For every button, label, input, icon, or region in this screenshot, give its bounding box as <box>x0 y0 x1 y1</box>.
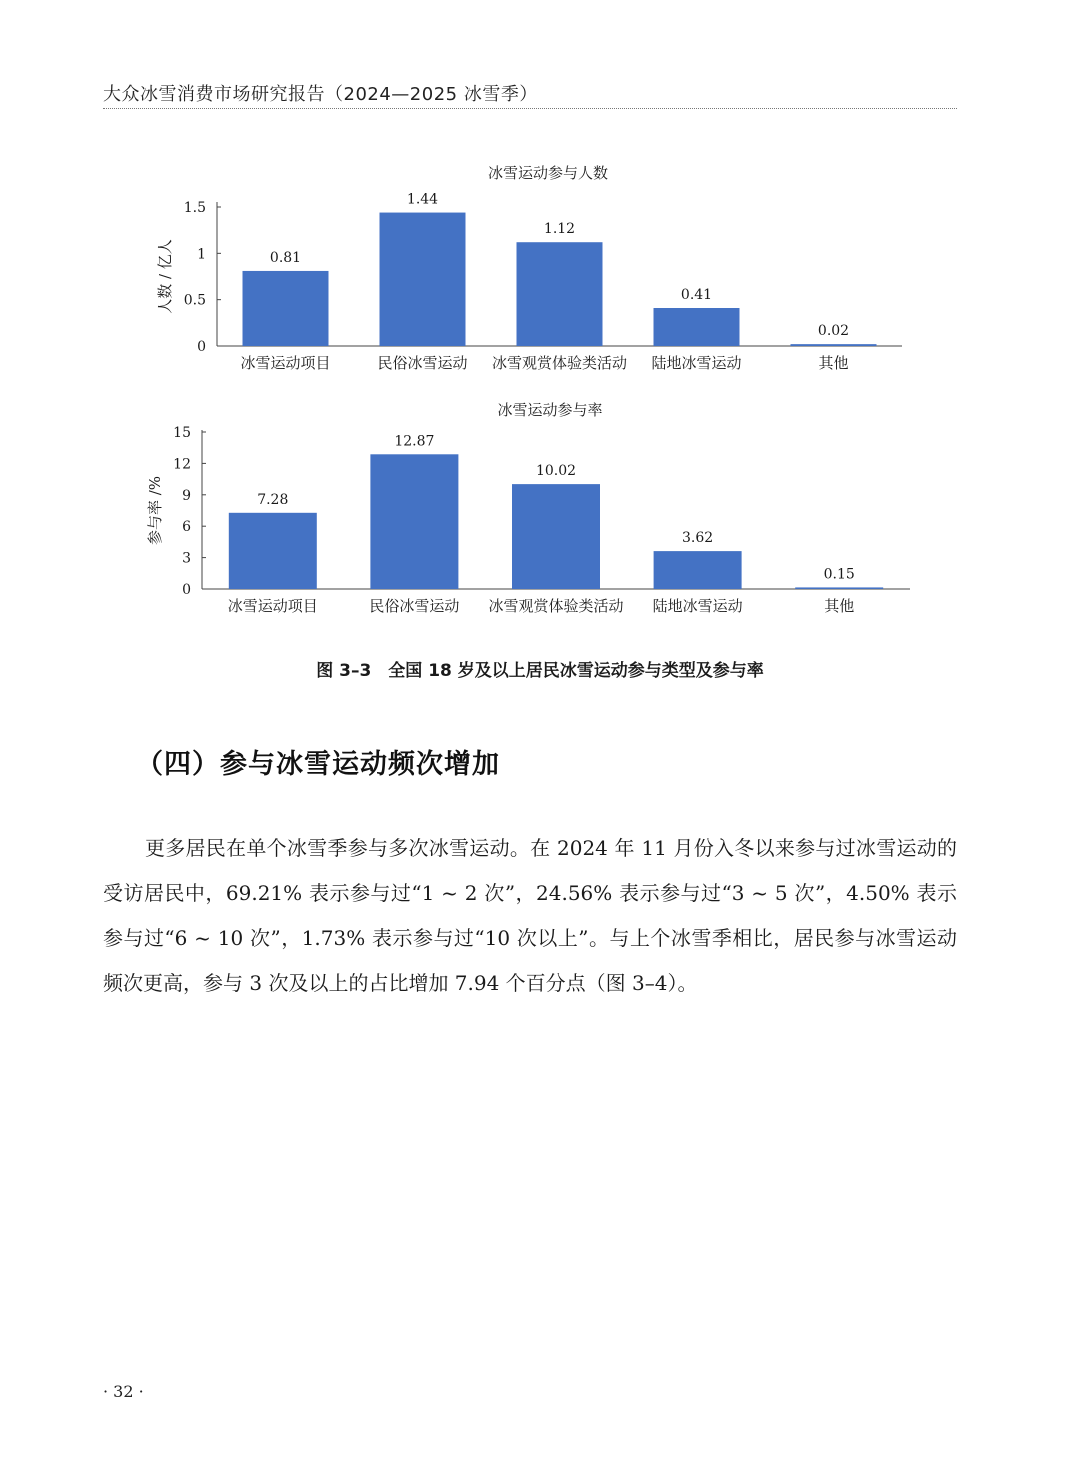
page-number: · 32 · <box>103 1382 144 1401</box>
chart1-category-label: 陆地冰雪运动 <box>651 354 742 372</box>
chart1-category-label: 民俗冰雪运动 <box>377 354 468 372</box>
chart1-y-axis-label: 人数 / 亿人 <box>156 239 174 314</box>
chart1-y-tick-label: 0 <box>197 339 206 355</box>
chart1-value-label: 0.02 <box>817 323 850 340</box>
chart-participation-rate <box>0 390 1080 625</box>
chart1-bar <box>517 242 603 346</box>
chart1-bar <box>654 308 740 346</box>
chart2-y-tick-label: 0 <box>182 582 191 598</box>
chart2-category-label: 陆地冰雪运动 <box>652 597 743 615</box>
chart2-category-label: 冰雪运动项目 <box>227 597 318 615</box>
chart1-category-label: 其他 <box>818 354 849 372</box>
section-heading: （四）参与冰雪运动频次增加 <box>136 749 500 780</box>
chart2-bar <box>229 513 317 589</box>
chart2-value-label: 10.02 <box>535 463 577 480</box>
chart2-y-tick-label: 12 <box>173 456 191 473</box>
chart-participation-rate-svg <box>0 390 1080 625</box>
chart2-value-label: 0.15 <box>823 566 855 583</box>
running-header-title: 大众冰雪消费市场研究报告（2024—2025 冰雪季） <box>103 84 538 105</box>
chart2-y-tick-label: 9 <box>182 487 191 504</box>
chart2-bar <box>795 587 883 589</box>
chart2-category-label: 民俗冰雪运动 <box>369 597 460 615</box>
chart1-title: 冰雪运动参与人数 <box>487 164 609 182</box>
chart1-value-label: 0.81 <box>269 249 302 266</box>
chart2-y-tick-label: 3 <box>182 550 191 567</box>
chart2-title: 冰雪运动参与率 <box>497 401 603 419</box>
chart1-value-label: 1.44 <box>406 191 439 208</box>
chart2-y-tick-label: 15 <box>173 425 191 441</box>
body-paragraph: 更多居民在单个冰雪季参与多次冰雪运动。在 2024 年 11 月份入冬以来参与过冰雪运动的受访居民中，69.21% 表示参与过“1 ~ 2 次”，24.56% 表示参与过“3 ~ 5 次”，4.50% 表示参与过“6 ~ 10 次”，1.73% 表示参与过“10 次以上”。与上个冰雪季相比，居民参与冰雪运动频次更高，参与 3 次及以上的占比增加 7.94 个百分点（图 3–4）。 <box>103 836 957 995</box>
figure-caption: 图 3–3 全国 18 岁及以上居民冰雪运动参与类型及参与率 <box>316 661 764 681</box>
chart2-category-label: 冰雪观赏体验类活动 <box>488 597 624 615</box>
chart1-value-label: 1.12 <box>543 221 576 238</box>
chart2-bar <box>370 454 458 589</box>
chart1-y-tick-label: 1 <box>197 246 206 263</box>
chart-participants-svg <box>0 150 1080 385</box>
chart2-bar <box>654 551 742 589</box>
chart2-value-label: 3.62 <box>682 530 714 547</box>
chart1-bar <box>791 344 877 346</box>
chart1-y-tick-label: 1.5 <box>183 200 206 216</box>
chart1-category-label: 冰雪运动项目 <box>240 354 331 372</box>
chart1-y-tick-label: 0.5 <box>183 292 206 309</box>
chart2-category-label: 其他 <box>824 597 855 615</box>
chart1-value-label: 0.41 <box>680 287 713 304</box>
header-divider <box>103 108 957 109</box>
chart2-value-label: 7.28 <box>257 491 289 508</box>
chart2-y-tick-label: 6 <box>182 519 191 536</box>
chart1-category-label: 冰雪观赏体验类活动 <box>491 354 628 372</box>
chart1-bar <box>243 271 329 346</box>
chart2-value-label: 12.87 <box>394 433 435 450</box>
chart1-bar <box>380 213 466 346</box>
chart2-bar <box>512 484 600 589</box>
chart-participants <box>0 150 1080 385</box>
chart2-y-axis-label: 参与率 /% <box>146 475 164 546</box>
